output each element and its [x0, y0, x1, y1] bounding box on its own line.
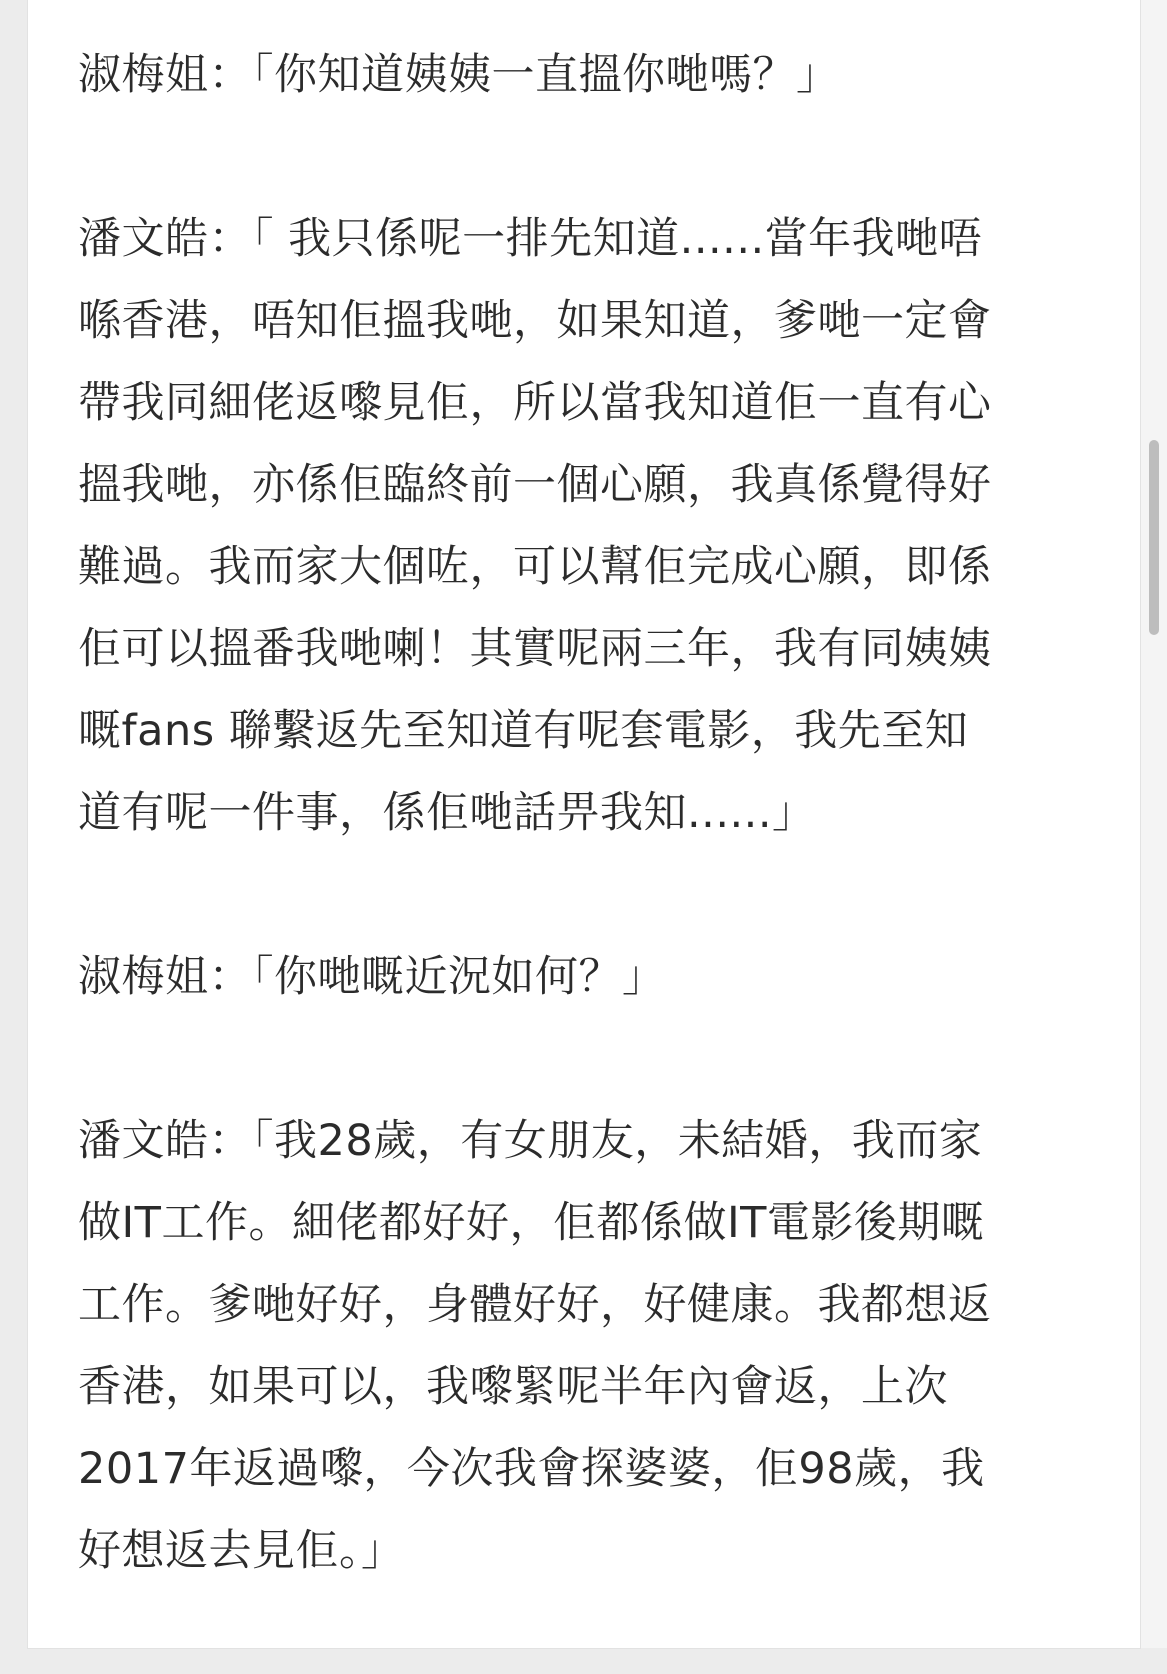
dialogue-paragraph [78, 936, 1098, 1018]
dialogue-paragraph [78, 34, 1098, 116]
text-line: 帶我同細佬返嚟見佢，所以當我知道佢一直有心 [78, 378, 992, 428]
scrollbar-thumb[interactable] [1149, 440, 1159, 635]
article-body [78, 34, 1098, 1674]
text-line: 好想返去見佢。」 [78, 1526, 405, 1576]
text-line: 淑梅姐：「你哋嘅近況如何？」 [78, 952, 666, 1002]
article-page [28, 0, 1140, 1648]
text-line: 香港，如果可以，我嚟緊呢半年內會返，上次 [78, 1362, 948, 1412]
text-line: 佢可以搵番我哋喇！其實呢兩三年，我有同姨姨 [78, 624, 992, 674]
text-line: 搵我哋，亦係佢臨終前一個心願，我真係覺得好 [78, 460, 992, 510]
text-line: 嘅fans 聯繫返先至知道有呢套電影，我先至知 [78, 706, 969, 756]
text-line: 淑梅姐：「你知道姨姨一直搵你哋嗎？」 [78, 50, 840, 100]
text-line: 潘文皓：「我28歲，有女朋友，未結婚，我而家 [78, 1116, 983, 1166]
vertical-scrollbar[interactable] [1141, 0, 1167, 1648]
dialogue-paragraph [78, 198, 1098, 854]
text-line: 2017年返過嚟，今次我會探婆婆，佢98歲，我 [78, 1444, 985, 1494]
dialogue-paragraph [78, 1100, 1098, 1592]
text-line: 喺香港，唔知佢搵我哋，如果知道，爹哋一定會 [78, 296, 992, 346]
text-line: 工作。爹哋好好，身體好好，好健康。我都想返 [78, 1280, 992, 1330]
text-line: 難過。我而家大個咗，可以幫佢完成心願，即係 [78, 542, 992, 592]
text-line: 潘文皓：「 我只係呢一排先知道......當年我哋唔 [78, 214, 983, 264]
text-line: 做IT工作。細佬都好好，佢都係做IT電影後期嘅 [78, 1198, 985, 1248]
text-line: 道有呢一件事，係佢哋話畀我知......」 [78, 788, 816, 838]
